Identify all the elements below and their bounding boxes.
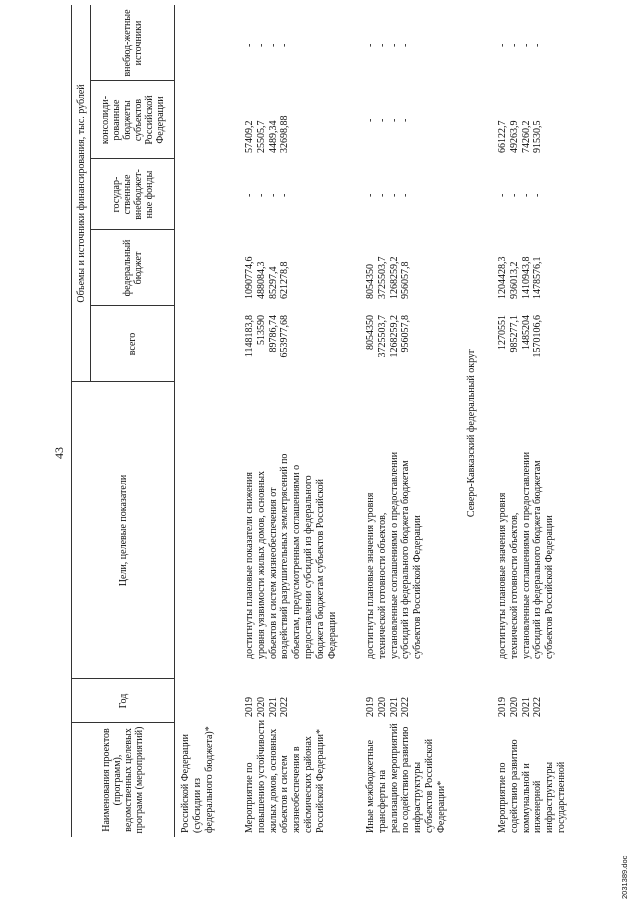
continuation-text: Российской Федерации (субсидии из федерального бюджета)* [180,726,215,833]
block1-name: Мероприятие по повышению устойчивости жилых домов, основных объектов и систем жизнеобеспечения в сейсмических районах Российской Федерации* [244,719,326,833]
block2-name: Иные межбюджетные трансферты на реализацию мероприятий по содействию развитию инфраструктуры субъектов Российской Федерации* [365,723,447,833]
header-state-funds: государ-ственные внебюджет-ные фонды [110,169,155,220]
block3-years: 2019 2020 2021 2022 [497,697,544,717]
document-code: 2031389.doc [620,855,629,899]
region-heading: Северо-Кавказский федеральный округ [466,348,477,518]
block2-extra: - - - - [365,43,412,47]
block1-goals: достигнуты плановые показатели снижения уровня уязвимости жилых домов, основных объектов и систем жизнеобеспечения от воздействий разрушительных землетрясений по объектам, предусмотренным соглашениями о предоставлении субсидий из федерального бюджета бюджетам субъектов Российской Федерации [244,453,338,659]
block3-name: Мероприятие по содействию развитию коммунальной и инженерной инфраструктуры государственной [497,739,567,833]
block1-extra: - - - - [244,43,291,47]
block2-state-funds: - - - - [365,193,412,197]
header-year: Год [117,693,129,709]
block2-totals: 8054350 3725503,7 1268259,2 956057,8 [365,315,412,358]
block2-federal: 8054350 3725503,7 1268259,2 956057,8 [365,256,412,299]
header-goals: Цели, целевые показатели [117,474,129,587]
header-total: всего [127,332,138,356]
block1-years: 2019 2020 2021 2022 [244,697,291,717]
page-number: 43 [52,447,66,459]
header-funding-group: Объемы и источники финансирования, тыс. рублей [75,84,87,303]
block1-totals: 1148183,8 513590 89786,74 653977,68 [244,315,291,358]
header-extra: внебюд-жетные источники [121,9,144,77]
block2-goals: достигнуты плановые значения уровня технической готовности объектов, установленные соглашениями о предоставлении субсидий из федерального бюджета бюджетам субъектов Российской Федерации [365,451,424,659]
header-consolidated: консолиди-рованные бюджеты субъектов Российской Федерации [99,95,166,145]
block1-consolidated: 57409,2 25505,7 4489,34 32698,88 [244,115,291,153]
block3-goals: достигнуты плановые значения уровня технической готовности объектов, установленные соглашениями о предоставлении субсидий из федерального бюджета бюджетам субъектов Российской Федерации [497,451,556,659]
header-federal: федеральный бюджет [121,239,144,297]
block3-extra: - - - - [497,43,544,47]
block3-totals: 1270551 985277,1 1485204 1570106,6 [497,315,544,358]
block1-state-funds: - - - - [244,193,291,197]
header-bottom-rule [174,5,175,837]
header-name: Наименования проектов (программ), ведомственных целевых программ (мероприятий) [101,726,145,834]
block3-state-funds: - - - - [497,193,544,197]
block1-federal: 1090774,6 488084,3 85297,4 621278,8 [244,256,291,299]
block2-years: 2019 2020 2021 2022 [365,697,412,717]
block3-federal: 1204428,3 936013,2 1410943,8 1478576,1 [497,256,544,299]
block3-consolidated: 66122,7 49263,9 74260,2 91530,5 [497,120,544,153]
block2-consolidated: - - - - [365,118,412,122]
